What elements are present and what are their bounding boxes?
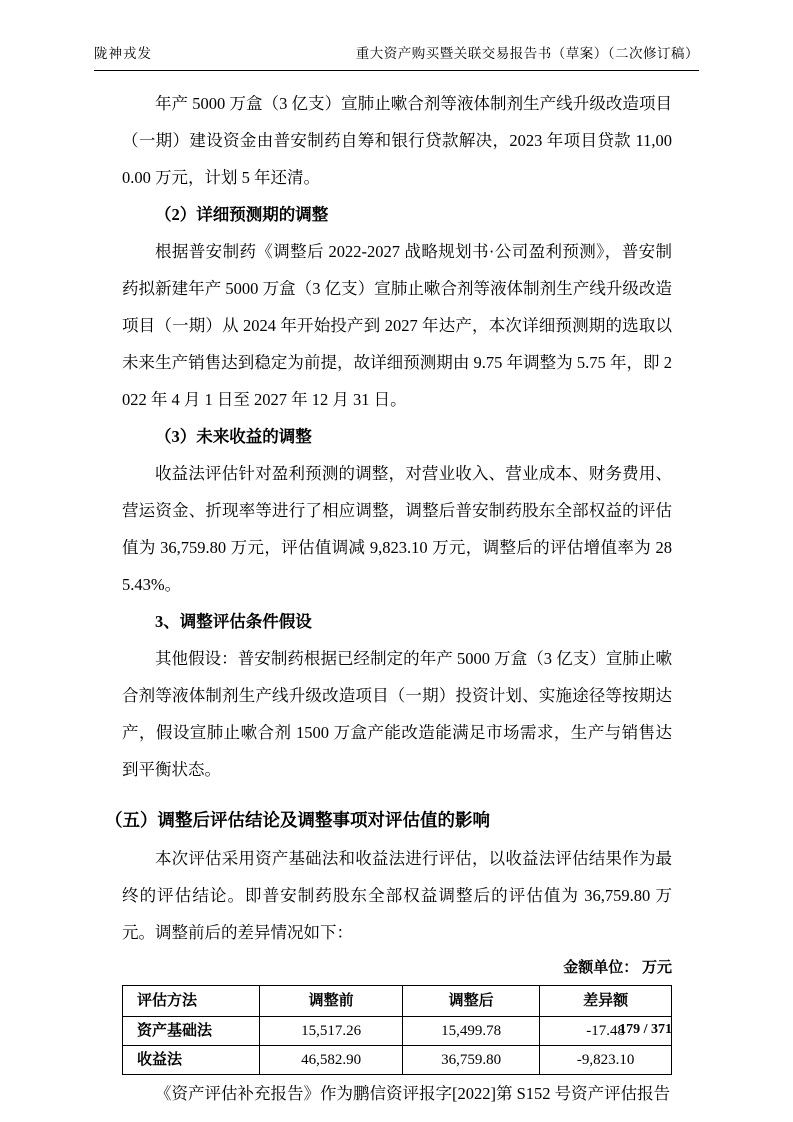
column-header-difference: 差异额 (540, 986, 672, 1017)
cell-before: 46,582.90 (260, 1046, 403, 1075)
header-document-title: 重大资产购买暨关联交易报告书（草案）（二次修订稿） (355, 46, 699, 61)
column-header-after: 调整后 (402, 986, 539, 1017)
table-header-row (123, 986, 672, 1017)
amount-unit-note: 金额单位： 万元 (563, 960, 672, 976)
cell-after: 15,499.78 (402, 1017, 539, 1046)
cell-after: 36,759.80 (402, 1046, 539, 1075)
heading-section5-adjusted-conclusion: （五）调整后评估结论及调整事项对评估值的影响 (105, 810, 490, 830)
heading-future-income-adjustment: （3）未来收益的调整 (155, 427, 312, 446)
cell-difference: -17.48 (540, 1017, 672, 1046)
heading-assessment-condition-assumptions: 3、调整评估条件假设 (155, 612, 312, 631)
cell-before: 15,517.26 (260, 1017, 403, 1046)
heading-detailed-forecast-adjustment: （2）详细预测期的调整 (155, 205, 329, 224)
header-company-name: 陇神戎发 (94, 46, 152, 61)
paragraph-forecast-period: 根据普安制药《调整后 2022-2027 战略规划书·公司盈利预测》，普安制药拟新建年产 5000 万盒（3 亿支）宣肺止嗽合剂等液体制剂生产线升级改造项目（一期）从 2024 年开始投产到 2027 年达产，本次详细预测期的选取以未来生产销售达到稳定为前提，故详细预测期由 9.75 年调整为 5.75 年，即 2022 年 4 月 1 日至 2027 年 12 月 31 日。 (122, 242, 672, 409)
paragraph-evaluation-conclusion: 本次评估采用资产基础法和收益法进行评估，以收益法评估结果作为最终的评估结论。即普安制药股东全部权益调整后的评估值为 36,759.80 万元。调整前后的差异情况如下： (122, 849, 672, 942)
paragraph-funding: 年产 5000 万盒（3 亿支）宣肺止嗽合剂等液体制剂生产线升级改造项目（一期）建设资金由普安制药自筹和银行贷款解决，2023 年项目贷款 11,000.00 万元，计划 5 年还清。 (122, 94, 672, 187)
paragraph-other-assumptions: 其他假设：普安制药根据已经制定的年产 5000 万盒（3 亿支）宣肺止嗽合剂等液体制剂生产线升级改造项目（一期）投资计划、实施途径等按期达产，假设宣肺止嗽合剂 1500 万盒产能改造能满足市场需求，生产与销售达到平衡状态。 (122, 649, 672, 779)
page-footer (619, 1022, 672, 1038)
document-body (105, 71, 672, 1112)
page-number: 179 / 371 (619, 1022, 672, 1037)
table-row-income-method (123, 1046, 672, 1075)
column-header-method: 评估方法 (123, 986, 260, 1017)
table-row-asset-based (123, 1017, 672, 1046)
cell-difference: -9,823.10 (540, 1046, 672, 1075)
valuation-comparison-table (122, 985, 672, 1075)
cell-method: 收益法 (123, 1046, 260, 1075)
paragraph-income-method-adjustment: 收益法评估针对盈利预测的调整，对营业收入、营业成本、财务费用、营运资金、折现率等进行了相应调整，调整后普安制药股东全部权益的评估值为 36,759.80 万元，评估值调减 9,823.10 万元，调整后的评估增值率为 285.43%。 (122, 464, 672, 594)
paragraph-supplementary-report: 《资产评估补充报告》作为鹏信资评报字[2022]第 S152 号资产评估报告 (155, 1084, 671, 1103)
column-header-before: 调整前 (260, 986, 403, 1017)
page-header (94, 44, 699, 71)
cell-method: 资产基础法 (123, 1017, 260, 1046)
